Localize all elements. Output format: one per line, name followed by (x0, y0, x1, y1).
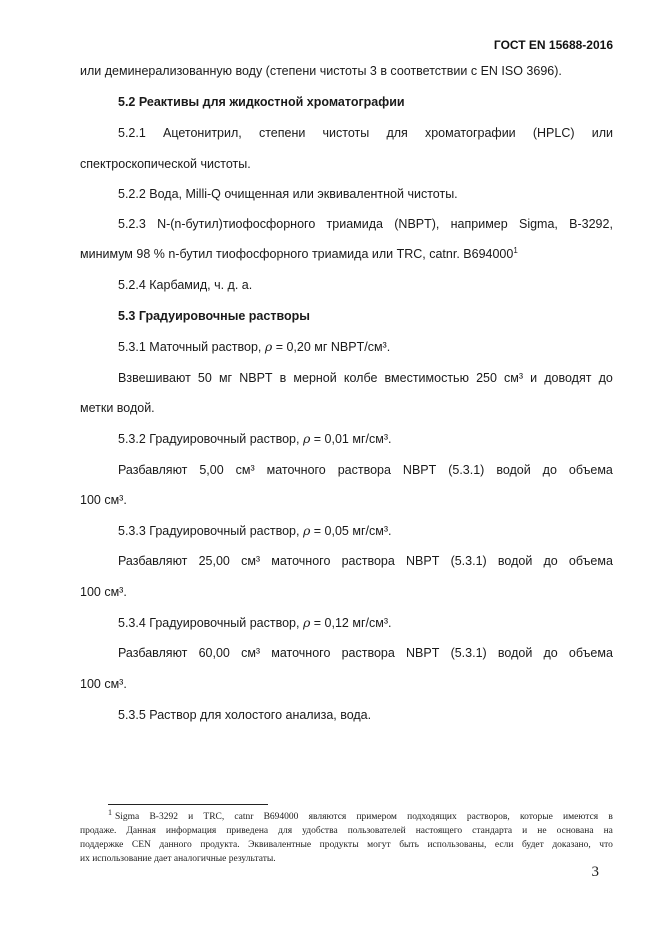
footnote-line1-text (115, 811, 613, 824)
word: Sigma (115, 812, 140, 822)
word: catnr (234, 812, 254, 822)
word: 25,00 (198, 554, 230, 568)
word: NBPT (239, 371, 273, 385)
word: N-(n-бутил)тиофосфорного (157, 217, 316, 231)
word: и (188, 812, 194, 822)
word: B-3292 (149, 812, 178, 822)
word: подходящих (407, 812, 457, 822)
clause-5-2-3-text: минимум 98 % n-бутил тиофосфорного триамида или TRC, catnr. B694000 (80, 247, 514, 261)
word: на (603, 826, 613, 836)
rho-symbol: ρ (302, 431, 311, 446)
word: раствора (341, 554, 395, 568)
word: 5.2.3 (118, 217, 146, 231)
word: примером (356, 812, 397, 822)
word: и (530, 371, 538, 385)
word: использованы, (427, 840, 487, 850)
word: 50 (197, 371, 212, 385)
word: информация (165, 826, 217, 836)
word: для (278, 826, 293, 836)
clause-5-2-3-line1 (118, 216, 613, 232)
word: являются (308, 812, 347, 822)
word: до (543, 554, 558, 568)
word: маточного (271, 646, 331, 660)
word: в (608, 812, 613, 822)
word: которые (519, 812, 553, 822)
word: поддержке (80, 840, 124, 850)
word: вместимостью (384, 371, 469, 385)
word: мерной (293, 371, 337, 385)
word: например (450, 217, 508, 231)
word: Sigma, (518, 217, 558, 231)
word: будет (521, 840, 544, 850)
word: 5.2.1 (118, 126, 146, 140)
clause-5-3-1 (118, 339, 613, 355)
word: до (543, 646, 558, 660)
clause-5-3-4-label: 5.3.4 Градуировочный раствор, (118, 616, 303, 630)
clause-5-3-2-text-line2: 100 см³. (80, 493, 127, 507)
word: B694000 (263, 812, 299, 822)
word: 250 (476, 371, 497, 385)
word: раствора (337, 463, 391, 477)
word: Взвешивают (118, 371, 191, 385)
word: Эквивалентные (248, 840, 312, 850)
word: удобства (302, 826, 338, 836)
word: объема (568, 646, 613, 660)
continuation-text: или деминерализованную воду (степени чистоты 3 в соответствии с EN ISO 3696). (80, 64, 562, 78)
rho-symbol: ρ (302, 523, 311, 538)
clause-5-3-4-value: = 0,12 мг/см³. (310, 616, 392, 630)
footnote-divider (108, 804, 268, 805)
word: чистоты (322, 126, 370, 140)
clause-5-3-1-label: 5.3.1 Маточный раствор, (118, 340, 265, 354)
word: TRC, (203, 812, 225, 822)
rho-symbol: ρ (302, 615, 311, 630)
word: триамида (326, 217, 383, 231)
clause-5-3-4-text-line2: 100 см³. (80, 677, 127, 691)
word: водой (497, 554, 533, 568)
word: Данная (126, 826, 156, 836)
word: имеются (563, 812, 599, 822)
clause-5-3-4-text-line1 (118, 645, 613, 661)
clause-5-3-3-label: 5.3.3 Градуировочный раствор, (118, 524, 303, 538)
word: настоящего (415, 826, 463, 836)
word: не (537, 826, 547, 836)
word: объема (568, 463, 613, 477)
word: см³ (241, 646, 261, 660)
word: (NBPT), (394, 217, 440, 231)
word: приведена (226, 826, 269, 836)
clause-5-3-3-value: = 0,05 мг/см³. (310, 524, 392, 538)
rho-symbol: ρ (264, 339, 273, 354)
standard-designation: ГОСТ EN 15688-2016 (493, 38, 613, 52)
clause-5-2-3-line2 (80, 246, 613, 262)
word: продукта. (200, 840, 240, 850)
page-number: 3 (591, 864, 599, 880)
clause-5-3-2 (118, 431, 613, 447)
word: CEN (131, 840, 151, 850)
word: могут (367, 840, 391, 850)
word: (5.3.1) (450, 554, 487, 568)
word: доказано, (552, 840, 591, 850)
word: NBPT (406, 554, 440, 568)
word: Разбавляют (118, 646, 188, 660)
word: быть (399, 840, 419, 850)
word: продаже. (80, 826, 117, 836)
word: водой (496, 463, 531, 477)
word: см³ (504, 371, 524, 385)
word: маточного (271, 554, 331, 568)
clause-5-3-3-text-line2: 100 см³. (80, 585, 127, 599)
word: объема (568, 554, 613, 568)
word: Разбавляют (118, 554, 188, 568)
footnote-line3 (80, 839, 613, 852)
clause-5-3-2-label: 5.3.2 Градуировочный раствор, (118, 432, 303, 446)
word: (5.3.1) (450, 646, 487, 660)
clause-5-2-1-line2: спектроскопической чистоты. (80, 157, 251, 171)
word: колбе (343, 371, 378, 385)
section-heading-5-2: 5.2 Реактивы для жидкостной хроматографии (118, 95, 405, 109)
word: раствора (341, 646, 395, 660)
word: в (279, 371, 287, 385)
clause-5-3-3-text-line1 (118, 553, 613, 569)
word: степени (258, 126, 306, 140)
word: до (598, 371, 613, 385)
word: 5,00 (199, 463, 224, 477)
word: если (494, 840, 514, 850)
word: NBPT (402, 463, 437, 477)
word: и (522, 826, 528, 836)
word: данного (159, 840, 192, 850)
section-heading-5-3: 5.3 Градуировочные растворы (118, 309, 310, 323)
clause-5-2-4: 5.2.4 Карбамид, ч. д. а. (118, 278, 253, 292)
word: пользователей (347, 826, 406, 836)
word: B-3292, (569, 217, 613, 231)
clause-5-2-2: 5.2.2 Вода, Milli-Q очищенная или эквивалентной чистоты. (118, 187, 458, 201)
word: маточного (266, 463, 326, 477)
clause-5-3-1-value: = 0,20 мг NBPT/см³. (272, 340, 391, 354)
word: до (542, 463, 557, 477)
word: NBPT (406, 646, 440, 660)
word: Разбавляют (118, 463, 188, 477)
word: (HPLC) (532, 126, 575, 140)
footnote-line1 (108, 807, 613, 824)
word: см³ (241, 554, 261, 568)
word: продукты (319, 840, 359, 850)
footnote-reference: 1 (513, 245, 518, 255)
clause-5-3-1-text-line2: метки водой. (80, 401, 155, 415)
clause-5-3-2-text-line1 (118, 462, 613, 478)
word: (5.3.1) (448, 463, 485, 477)
word: для (386, 126, 408, 140)
clause-5-2-1-line1 (118, 125, 613, 141)
word: что (599, 840, 613, 850)
clause-5-3-2-value: = 0,01 мг/см³. (310, 432, 392, 446)
clause-5-3-5: 5.3.5 Раствор для холостого анализа, вода. (118, 708, 372, 722)
word: стандарта (472, 826, 513, 836)
clause-5-3-4 (118, 615, 613, 631)
word: мг (218, 371, 233, 385)
footnote-line4: их использование дает аналогичные результаты. (80, 854, 276, 864)
footnote-mark: 1 (108, 807, 112, 817)
word: растворов, (466, 812, 510, 822)
word: хроматографии (424, 126, 516, 140)
footnote-line2 (80, 825, 613, 838)
clause-5-3-3 (118, 523, 613, 539)
word: основана (556, 826, 594, 836)
word: доводят (544, 371, 592, 385)
word: водой (497, 646, 533, 660)
word: или (591, 126, 613, 140)
word: Ацетонитрил, (163, 126, 242, 140)
clause-5-3-1-text-line1 (118, 370, 613, 386)
word: см³ (235, 463, 255, 477)
word: 60,00 (198, 646, 230, 660)
